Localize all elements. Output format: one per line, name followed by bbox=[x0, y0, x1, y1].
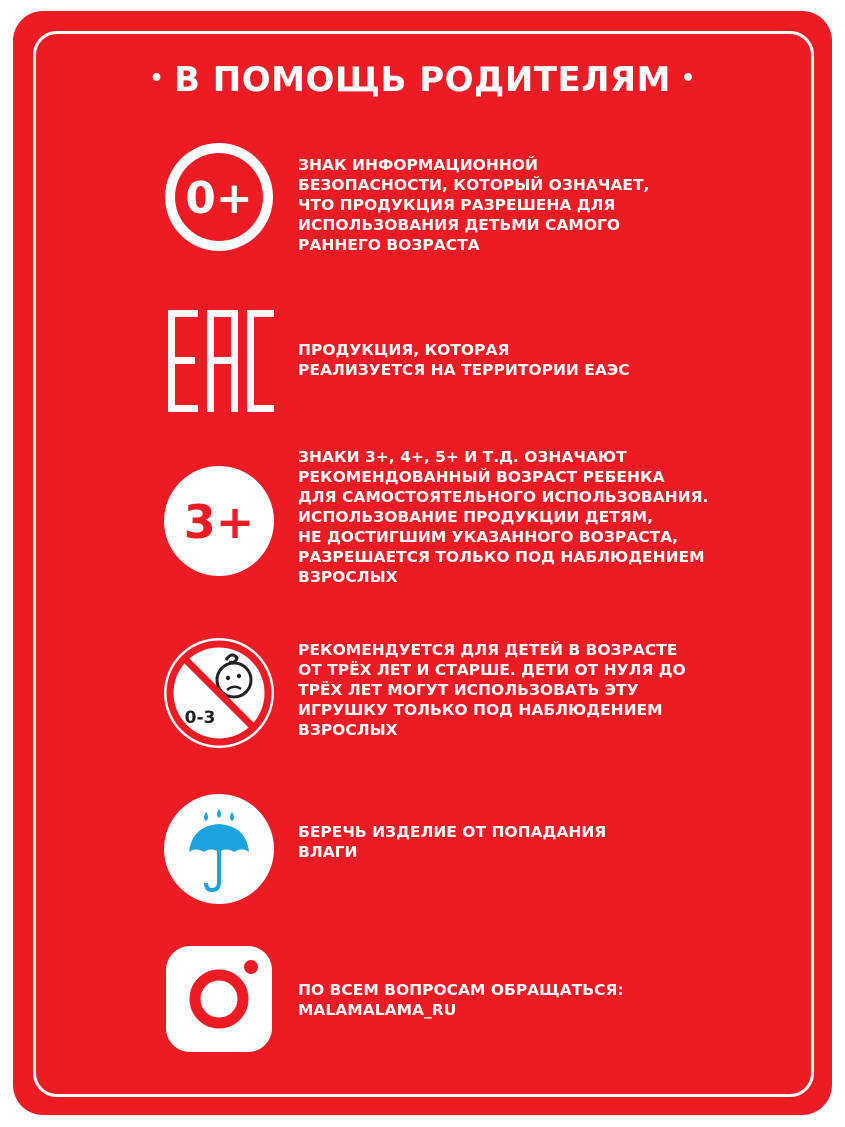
title-text: В ПОМОЩЬ РОДИТЕЛЯМ bbox=[174, 60, 671, 100]
text-line: ВЛАГИ bbox=[298, 843, 358, 861]
instagram-icon bbox=[162, 942, 276, 1056]
text-line: РЕКОМЕНДУЕТСЯ ДЛЯ ДЕТЕЙ В ВОЗРАСТЕ bbox=[298, 641, 678, 659]
svg-text:0-3: 0-3 bbox=[184, 708, 216, 728]
info-text-eac bbox=[298, 340, 738, 380]
text-line: ВЗРОСЛЫХ bbox=[298, 568, 398, 586]
text-line: ЧТО ПРОДУКЦИЯ РАЗРЕШЕНА ДЛЯ bbox=[298, 196, 616, 214]
text-line: ПО ВСЕМ ВОПРОСАМ ОБРАЩАТЬСЯ: bbox=[298, 981, 624, 999]
text-line: БЕРЕЧЬ ИЗДЕЛИЕ ОТ ПОПАДАНИЯ bbox=[298, 823, 607, 841]
text-line: ИГРУШКУ ТОЛЬКО ПОД НАБЛЮДЕНИЕМ bbox=[298, 701, 663, 719]
info-text-not-for-0-3 bbox=[298, 640, 738, 740]
info-text-0-plus bbox=[298, 155, 738, 255]
text-line: ИСПОЛЬЗОВАНИЯ ДЕТЬМИ САМОГО bbox=[298, 216, 621, 234]
svg-text:3+: 3+ bbox=[183, 495, 255, 549]
text-line: РЕКОМЕНДОВАННЫЙ ВОЗРАСТ РЕБЕНКА bbox=[298, 468, 665, 486]
instagram-handle[interactable]: MALAMALAMA_RU bbox=[298, 1001, 457, 1019]
info-text-contact bbox=[298, 980, 738, 1020]
text-line: БЕЗОПАСНОСТИ, КОТОРЫЙ ОЗНАЧАЕТ, bbox=[298, 176, 650, 194]
text-line: ВЗРОСЛЫХ bbox=[298, 721, 398, 739]
text-line: ЗНАК ИНФОРМАЦИОННОЙ bbox=[298, 156, 538, 174]
text-line: ОТ ТРЁХ ЛЕТ И СТАРШЕ. ДЕТИ ОТ НУЛЯ ДО bbox=[298, 661, 686, 679]
not-for-0-3-icon bbox=[162, 636, 276, 750]
eac-mark-icon bbox=[162, 303, 276, 417]
info-text-3-plus bbox=[298, 447, 738, 587]
age-3-plus-icon bbox=[162, 464, 276, 578]
text-line: РЕАЛИЗУЕТСЯ НА ТЕРРИТОРИИ ЕАЭС bbox=[298, 361, 630, 379]
text-line: ЗНАКИ 3+, 4+, 5+ И Т.Д. ОЗНАЧАЮТ bbox=[298, 448, 627, 466]
text-line: РАННЕГО ВОЗРАСТА bbox=[298, 236, 480, 254]
text-line: НЕ ДОСТИГШИМ УКАЗАННОГО ВОЗРАСТА, bbox=[298, 528, 679, 546]
umbrella-rain-icon bbox=[162, 792, 276, 906]
text-line: ПРОДУКЦИЯ, КОТОРАЯ bbox=[298, 341, 510, 359]
text-line: ТРЁХ ЛЕТ МОГУТ ИСПОЛЬЗОВАТЬ ЭТУ bbox=[298, 681, 639, 699]
text-line: ИСПОЛЬЗОВАНИЕ ПРОДУКЦИИ ДЕТЯМ, bbox=[298, 508, 653, 526]
title-dot-right: • bbox=[680, 66, 696, 91]
page-title bbox=[0, 60, 845, 100]
text-line: РАЗРЕШАЕТСЯ ТОЛЬКО ПОД НАБЛЮДЕНИЕМ bbox=[298, 548, 705, 566]
title-dot-left: • bbox=[149, 66, 165, 91]
svg-text:0+: 0+ bbox=[185, 173, 253, 224]
text-line: ДЛЯ САМОСТОЯТЕЛЬНОГО ИСПОЛЬЗОВАНИЯ. bbox=[298, 488, 709, 506]
age-0-plus-icon bbox=[162, 140, 276, 254]
info-text-keep-dry bbox=[298, 822, 738, 862]
